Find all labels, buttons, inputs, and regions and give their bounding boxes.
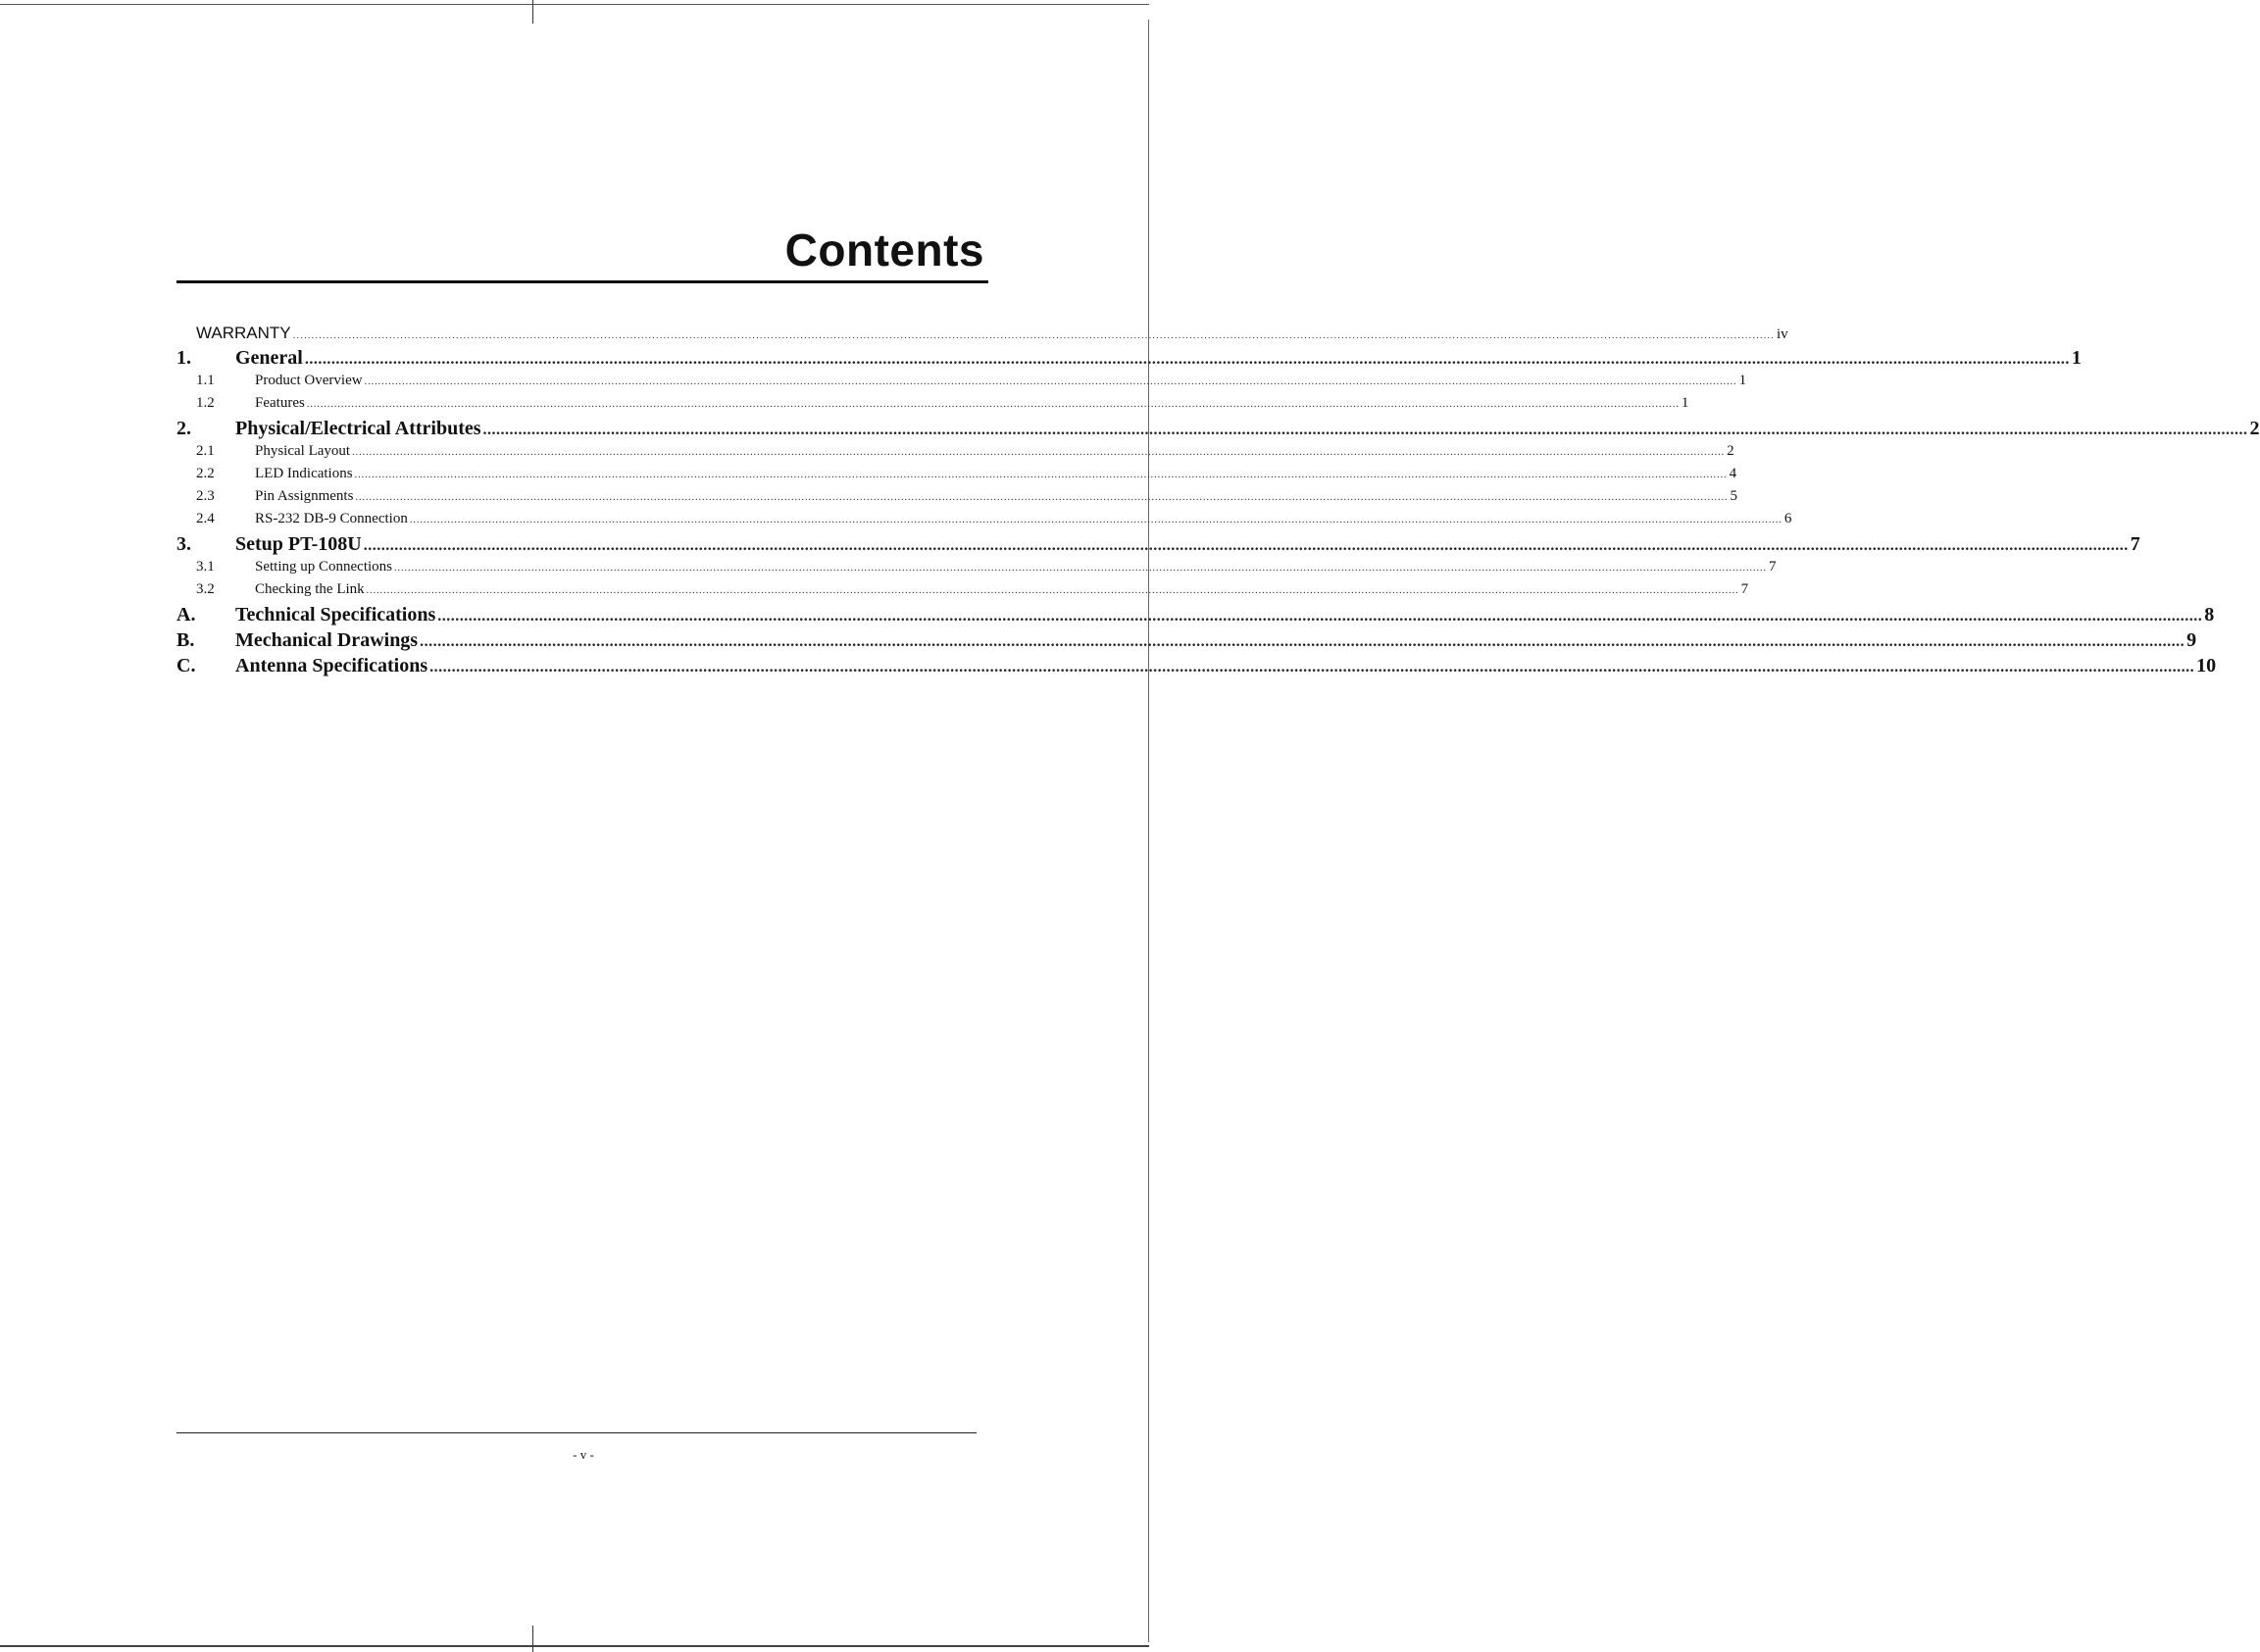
- toc-entry-page: 9: [2186, 629, 2197, 651]
- toc-entry-number: A.: [176, 604, 196, 626]
- toc-entry[interactable]: [176, 488, 1737, 511]
- scan-edge-bottom: [0, 1645, 1149, 1647]
- scan-edge-right: [1148, 20, 1149, 1642]
- toc-entry-label: RS-232 DB-9 Connection: [255, 511, 408, 526]
- toc-leader-dots: ................................................................................................................................................................................................................................................................................................................................................................................................................: [394, 563, 1767, 574]
- toc-leader-dots: ................................................................................................................................................................................................................................................................................................................................................................................................................: [352, 447, 1726, 458]
- toc-entry-page: iv: [1776, 326, 1788, 342]
- title-rule: [176, 280, 988, 283]
- toc-entry-label: Product Overview: [255, 373, 363, 388]
- toc-entry[interactable]: [176, 533, 2140, 559]
- page-number: - v -: [573, 1447, 594, 1462]
- toc-leader-dots: ................................................................................................................................................................................................................................................................................................................................................................................................................: [429, 659, 2195, 676]
- toc-entry-page: 1: [2071, 347, 2082, 369]
- toc-entry-label: Mechanical Drawings: [235, 629, 419, 651]
- page-title: Contents: [784, 225, 984, 275]
- toc-entry-label: WARRANTY: [196, 324, 291, 342]
- toc-entry-number: B.: [176, 629, 195, 651]
- toc-entry-number: 2.: [176, 418, 191, 439]
- toc-entry-page: 1: [1681, 395, 1689, 411]
- toc-leader-dots: ................................................................................................................................................................................................................................................................................................................................................................................................................: [355, 492, 1729, 503]
- toc-entry[interactable]: [176, 373, 1747, 395]
- toc-entry-number: 2.4: [196, 511, 215, 526]
- toc-entry-label: Setup PT-108U: [235, 533, 362, 555]
- toc-entry[interactable]: [176, 655, 2217, 680]
- toc-entry-number: 2.2: [196, 466, 215, 481]
- toc-entry[interactable]: [176, 466, 1737, 488]
- toc-leader-dots: ................................................................................................................................................................................................................................................................................................................................................................................................................: [409, 515, 1783, 526]
- toc-entry-page: 10: [2196, 655, 2217, 676]
- toc-entry-label: Technical Specifications: [235, 604, 436, 626]
- toc-entry[interactable]: [176, 629, 2197, 655]
- toc-leader-dots: ................................................................................................................................................................................................................................................................................................................................................................................................................: [364, 376, 1737, 387]
- toc-entry-page: 8: [2204, 604, 2215, 626]
- toc-entry-label: Physical/Electrical Attributes: [235, 418, 481, 439]
- toc-leader-dots: ................................................................................................................................................................................................................................................................................................................................................................................................................: [482, 422, 2248, 438]
- toc-entry-page: 5: [1730, 488, 1737, 504]
- toc-entry[interactable]: [176, 511, 1792, 533]
- toc-entry-label: Pin Assignments: [255, 488, 354, 504]
- toc-leader-dots: ................................................................................................................................................................................................................................................................................................................................................................................................................: [437, 608, 2203, 625]
- toc-leader-dots: ................................................................................................................................................................................................................................................................................................................................................................................................................: [304, 351, 2070, 368]
- toc-entry-label: Physical Layout: [255, 443, 351, 459]
- toc-entry-label: Checking the Link: [255, 581, 365, 597]
- toc-entry-label: Antenna Specifications: [235, 655, 428, 676]
- toc-entry-page: 2: [2249, 418, 2260, 439]
- toc-leader-dots: ................................................................................................................................................................................................................................................................................................................................................................................................................: [292, 330, 1775, 341]
- toc-entry[interactable]: [176, 604, 2215, 629]
- toc-leader-dots: ................................................................................................................................................................................................................................................................................................................................................................................................................: [366, 585, 1739, 596]
- toc-entry-number: 2.3: [196, 488, 215, 504]
- toc-leader-dots: ................................................................................................................................................................................................................................................................................................................................................................................................................: [363, 537, 2129, 554]
- toc-leader-dots: ................................................................................................................................................................................................................................................................................................................................................................................................................: [354, 470, 1728, 480]
- table-of-contents: [176, 324, 2260, 680]
- toc-entry-page: 6: [1783, 511, 1792, 526]
- footer-rule: [176, 1432, 977, 1433]
- toc-entry[interactable]: [176, 395, 1689, 418]
- toc-entry-page: 7: [1740, 581, 1749, 597]
- toc-entry-number: 3.1: [196, 559, 215, 575]
- toc-entry-label: LED Indications: [255, 466, 353, 481]
- toc-entry[interactable]: [176, 324, 1788, 347]
- fold-mark-bottom: [532, 1626, 533, 1652]
- toc-leader-dots: ................................................................................................................................................................................................................................................................................................................................................................................................................: [420, 633, 2185, 650]
- toc-entry[interactable]: [176, 443, 1734, 466]
- toc-entry[interactable]: [176, 418, 2260, 443]
- toc-entry-number: 3.2: [196, 581, 215, 597]
- toc-entry-label: General: [235, 347, 303, 369]
- toc-entry-page: 4: [1729, 466, 1737, 481]
- toc-entry-page: 1: [1738, 373, 1747, 388]
- toc-entry-number: C.: [176, 655, 196, 676]
- scan-edge-top: [0, 4, 1149, 5]
- toc-entry[interactable]: [176, 559, 1777, 581]
- toc-leader-dots: ................................................................................................................................................................................................................................................................................................................................................................................................................: [306, 399, 1680, 410]
- toc-entry[interactable]: [176, 581, 1749, 604]
- toc-entry-number: 2.1: [196, 443, 215, 459]
- toc-entry-number: 1.2: [196, 395, 215, 411]
- fold-mark-top: [532, 0, 533, 24]
- toc-entry-label: Features: [255, 395, 305, 411]
- toc-entry-number: 1.: [176, 347, 191, 369]
- toc-entry-number: 1.1: [196, 373, 215, 388]
- toc-entry-number: 3.: [176, 533, 191, 555]
- toc-entry-page: 7: [1769, 559, 1777, 575]
- toc-entry[interactable]: [176, 347, 2082, 373]
- toc-entry-page: 2: [1727, 443, 1734, 459]
- toc-entry-page: 7: [2130, 533, 2140, 555]
- toc-entry-label: Setting up Connections: [255, 559, 392, 575]
